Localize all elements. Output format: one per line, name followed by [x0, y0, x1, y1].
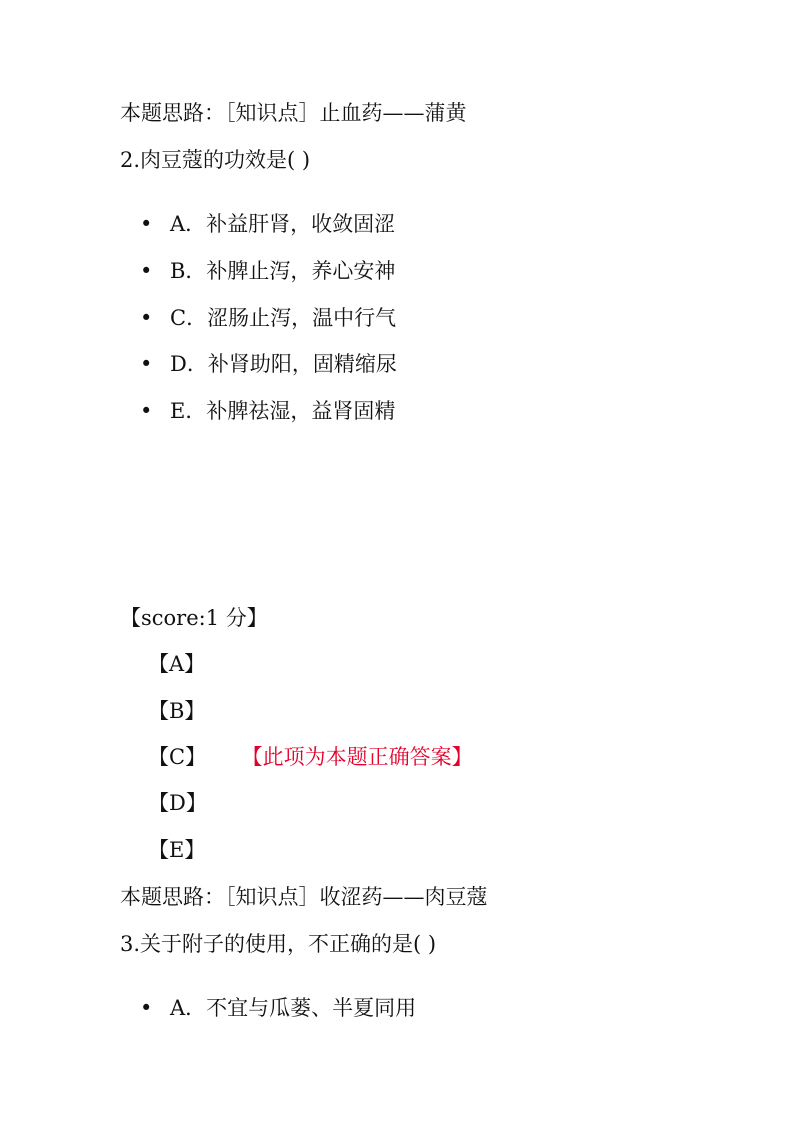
q2-option-a	[140, 212, 395, 236]
q1-analysis: 本题思路：［知识点］止血药——蒲黄	[120, 101, 467, 125]
q2-choice-a: 【A】	[148, 652, 206, 676]
q2-option-e	[140, 399, 395, 423]
q2-choice-c	[148, 745, 473, 769]
bullet-icon: •	[140, 212, 153, 236]
option-text: B．补脾止泻，养心安神	[170, 259, 396, 283]
q2-score: 【score:1 分】	[120, 606, 268, 630]
q2-option-d	[140, 352, 397, 376]
bullet-icon: •	[140, 306, 153, 330]
q2-choice-d: 【D】	[148, 791, 207, 815]
bullet-icon: •	[140, 259, 153, 283]
q2-choice-e: 【E】	[148, 838, 206, 862]
bullet-icon: •	[140, 352, 153, 376]
option-text: D．补肾助阳，固精缩尿	[170, 352, 397, 376]
q3-option-a	[140, 996, 416, 1020]
q2-choice-b: 【B】	[148, 699, 206, 723]
option-text: A．不宜与瓜蒌、半夏同用	[170, 996, 417, 1020]
correct-answer-note: 【此项为本题正确答案】	[252, 745, 473, 769]
bullet-icon: •	[140, 996, 153, 1020]
q2-option-c	[140, 306, 396, 330]
option-text: C．涩肠止泻，温中行气	[170, 306, 397, 330]
q3-question: 3.关于附子的使用，不正确的是( )	[120, 932, 437, 956]
q2-option-b	[140, 259, 395, 283]
bullet-icon: •	[140, 399, 153, 423]
choice-label: 【C】	[148, 745, 207, 769]
q2-analysis: 本题思路：［知识点］收涩药——肉豆蔻	[120, 885, 488, 909]
option-text: A．补益肝肾，收敛固涩	[170, 212, 396, 236]
q2-question: 2.肉豆蔻的功效是( )	[120, 148, 311, 172]
option-text: E．补脾祛湿，益肾固精	[170, 399, 396, 423]
